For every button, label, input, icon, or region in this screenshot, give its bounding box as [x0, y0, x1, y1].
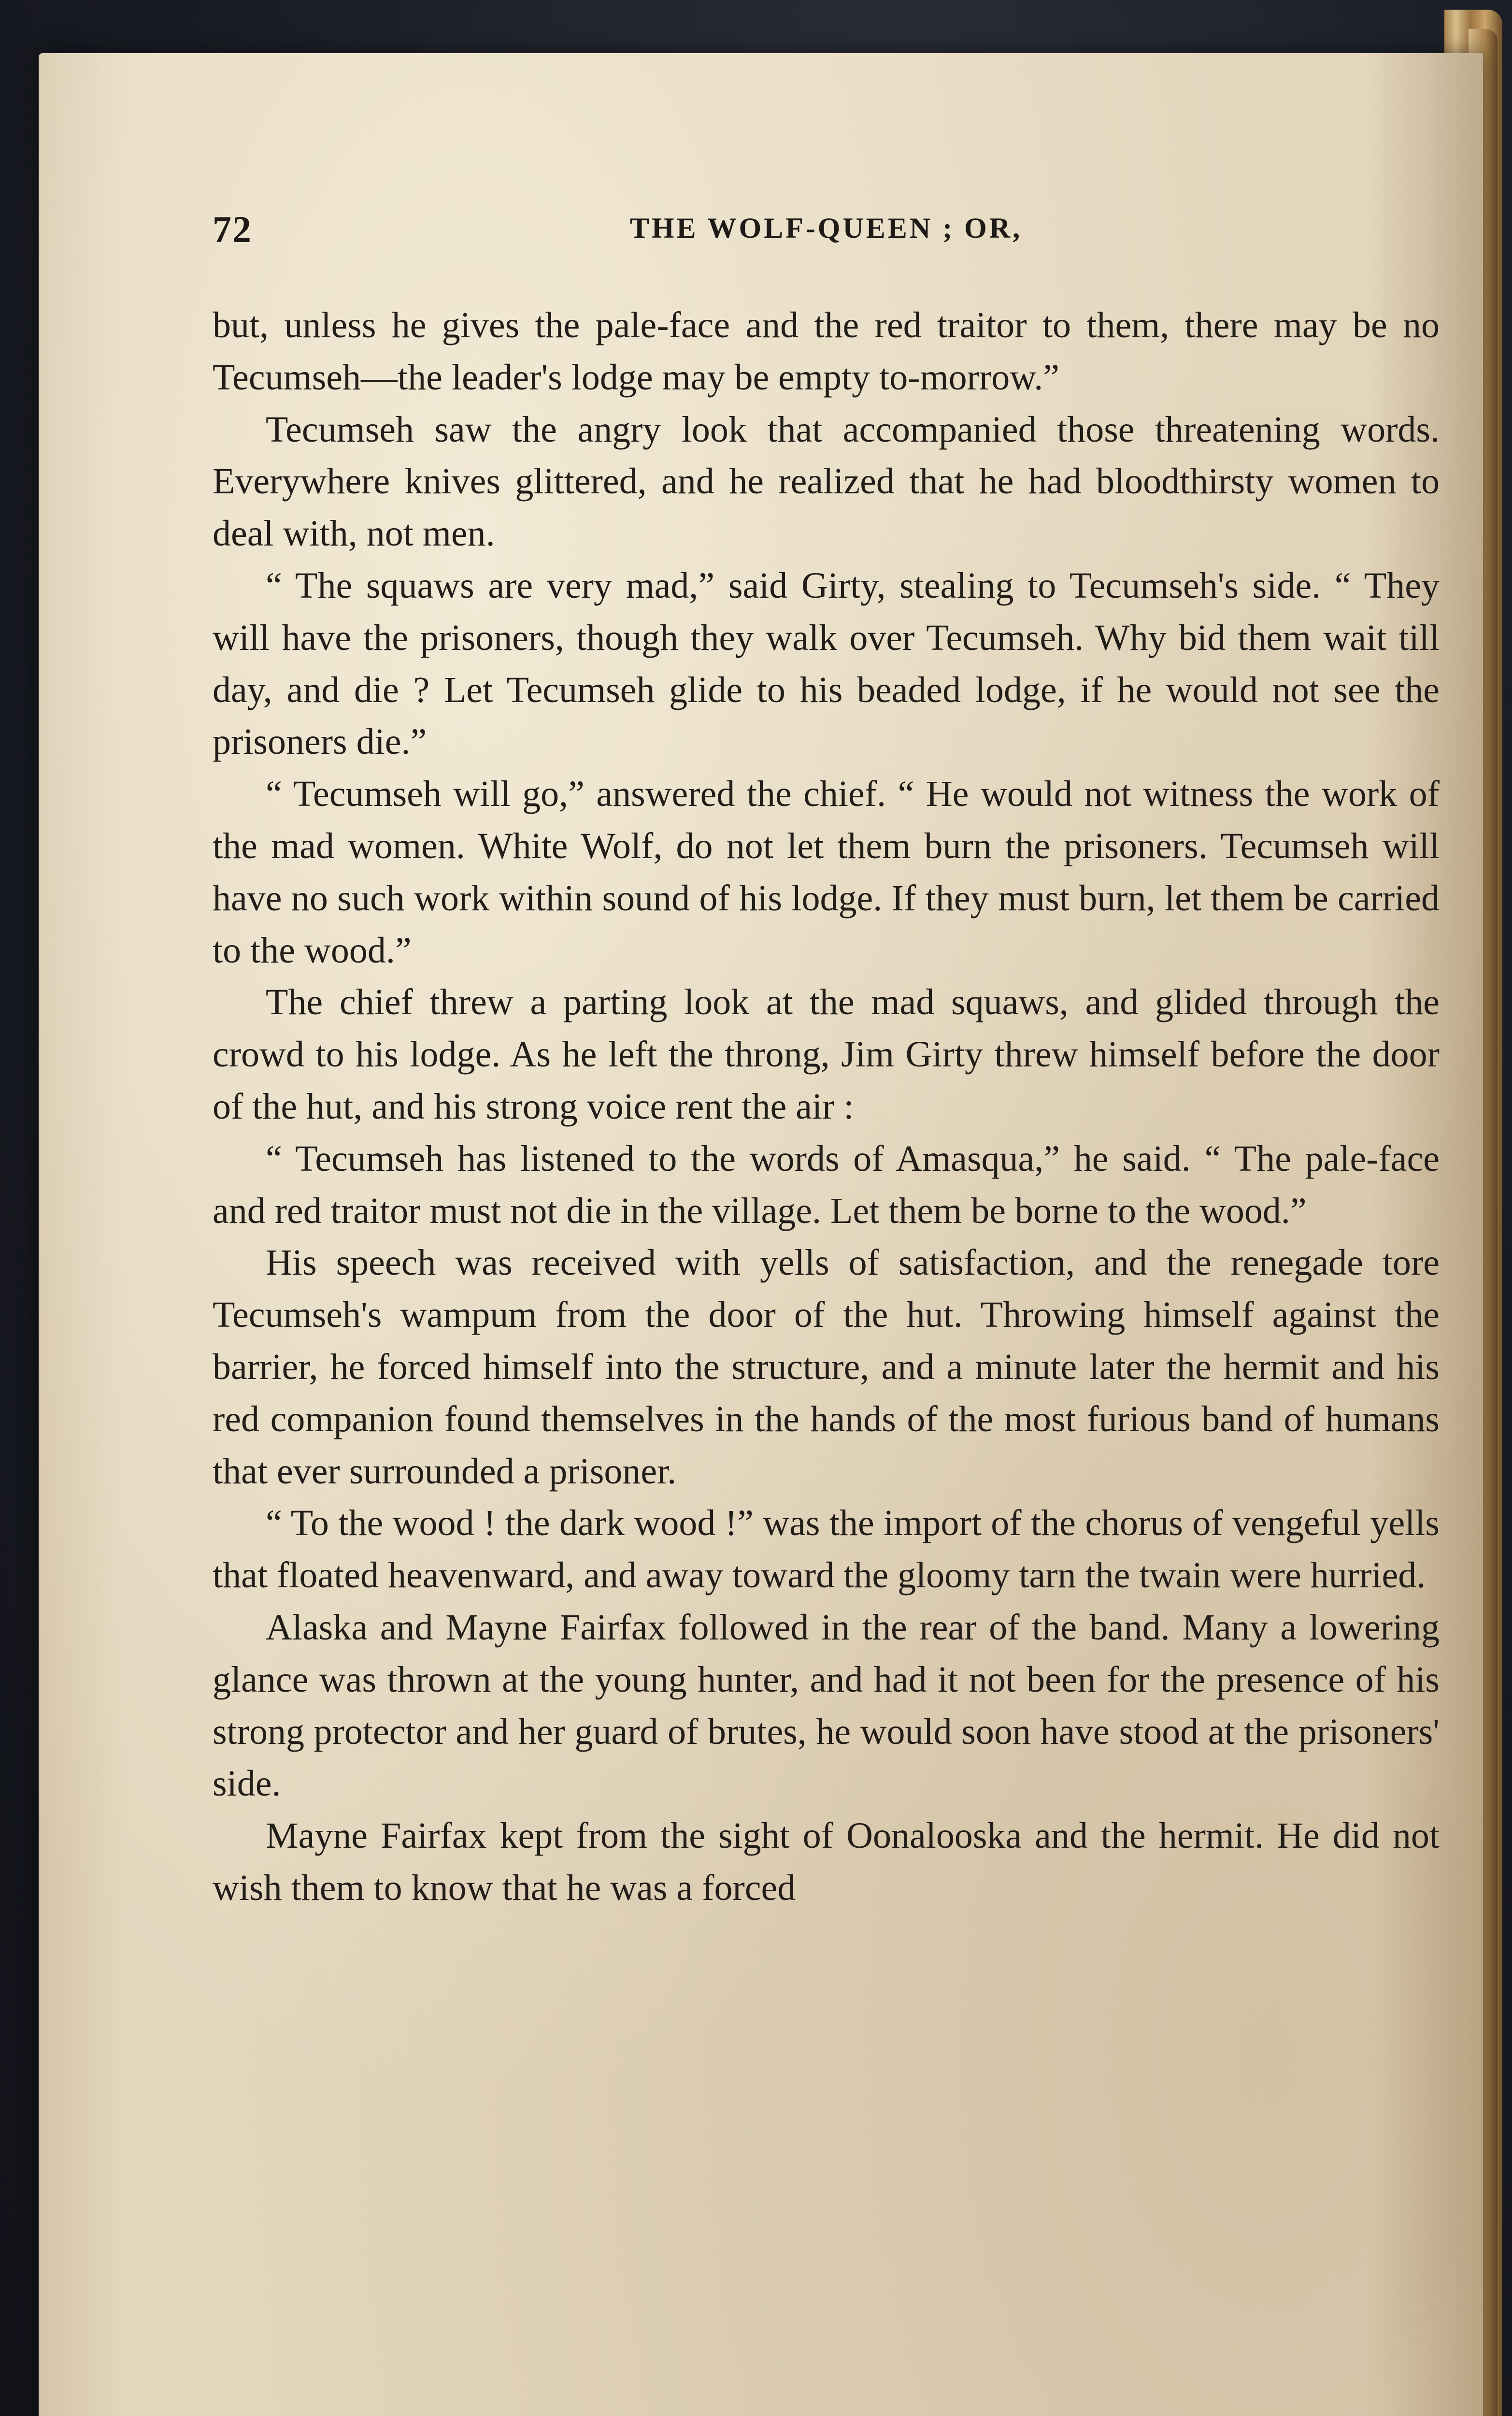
paragraph: His speech was received with yells of satisfaction, and the renegade tore Tecumseh's wampum from the door of the hut. Throwing himself against the barrier, he forced himself into the structure, and a minute later the hermit and his red companion found themselves in the hands of the most furious band of humans that ever surrounded a prisoner.	[213, 1242, 1440, 1492]
paragraph: “ Tecumseh will go,” answered the chief. “ He would not witness the work of the mad women. White Wolf, do not let them burn the prisoners. Tecumseh will have no such work within sound of his lodge. If they must burn, let them be carried to the wood.”	[213, 774, 1440, 971]
page-header	[213, 208, 1440, 266]
paragraph: “ Tecumseh has listened to the words of Amasqua,” he said. “ The pale-face and red traitor must not die in the village. Let them be borne to the wood.”	[213, 1138, 1440, 1231]
page-body	[213, 300, 1440, 1914]
paragraph: but, unless he gives the pale-face and the red traitor to them, there may be no Tecumseh—the leader's lodge may be empty to-morrow.”	[213, 305, 1440, 398]
paragraph: The chief threw a parting look at the mad squaws, and glided through the crowd to his lodge. As he left the throng, Jim Girty threw himself before the door of the hut, and his strong voice rent the air :	[213, 982, 1440, 1127]
paragraph: Alaska and Mayne Fairfax followed in the rear of the band. Many a lowering glance was thrown at the young hunter, and had it not been for the presence of his strong protector and her guard of brutes, he would soon have stood at the prisoners' side.	[213, 1607, 1440, 1804]
paragraph: “ To the wood ! the dark wood !” was the import of the chorus of vengeful yells that floated heavenward, and away toward the gloomy tarn the twain were hurried.	[213, 1503, 1440, 1596]
paragraph: “ The squaws are very mad,” said Girty, stealing to Tecumseh's side. “ They will have the prisoners, though they walk over Tecumseh. Why bid them wait till day, and die ? Let Tecumseh glide to his beaded lodge, if he would not see the prisoners die.”	[213, 565, 1440, 762]
page-number: 72	[213, 208, 252, 250]
running-title: THE WOLF-QUEEN ; OR,	[629, 212, 1023, 244]
paragraph: Mayne Fairfax kept from the sight of Oonalooska and the hermit. He did not wish them to know that he was a forced	[213, 1815, 1440, 1908]
paragraph: Tecumseh saw the angry look that accompanied those threatening words. Everywhere knives glittered, and he realized that he had bloodthirsty women to deal with, not men.	[213, 409, 1440, 554]
